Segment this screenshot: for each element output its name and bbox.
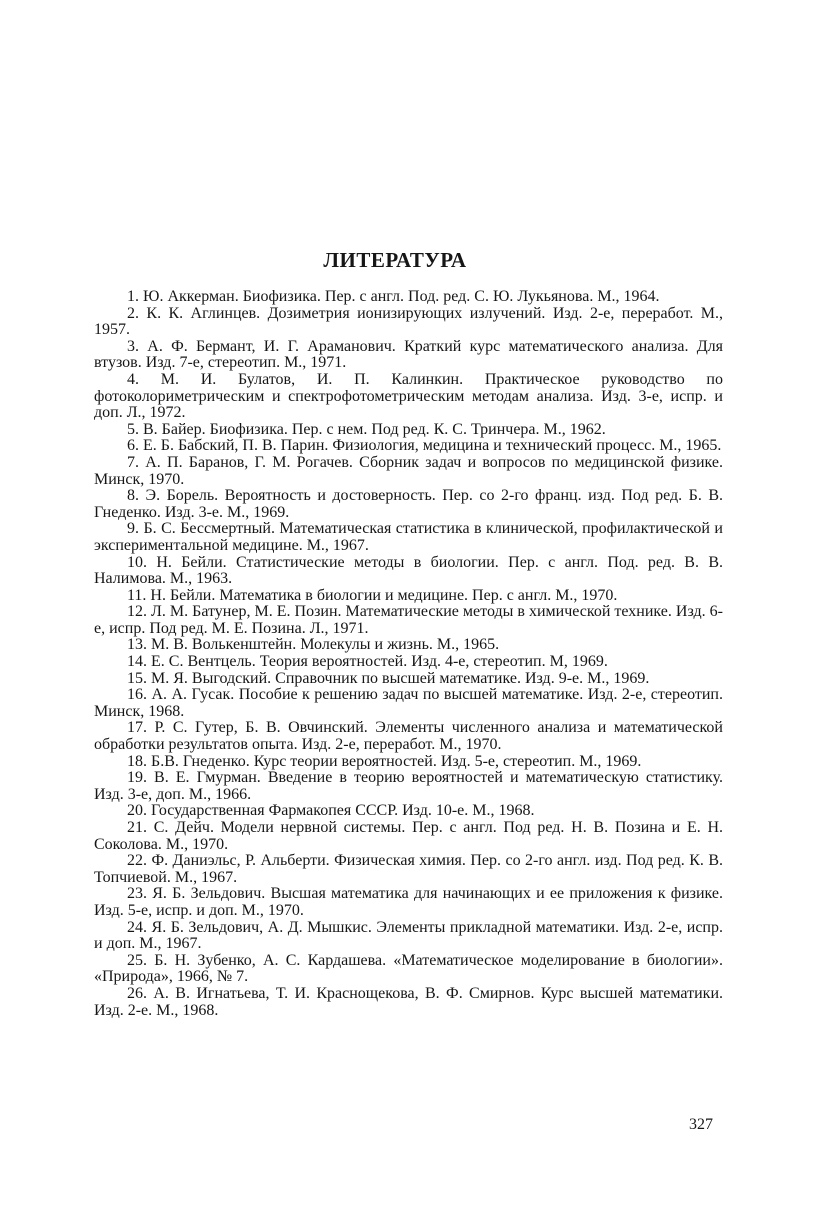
reference-item: 3. А. Ф. Бермант, И. Г. Араманович. Краткий курс математического анализа. Для втузов. Изд. 7-е, стереотип. М., 1971.: [94, 337, 723, 372]
reference-item: 8. Э. Борель. Вероятность и достоверность. Пер. со 2-го франц. изд. Под ред. Б. В. Гнеденко. Изд. 3-е. М., 1969.: [94, 487, 723, 521]
reference-item: 12. Л. М. Батунер, М. Е. Позин. Математические методы в химической технике. Изд. 6-е, испр. Под ред. М. Е. Позина. Л., 1971.: [94, 603, 723, 637]
reference-item: 15. М. Я. Выгодский. Справочник по высшей математике. Изд. 9-е. М., 1969.: [127, 669, 650, 687]
page-title: ЛИТЕРАТУРА: [323, 248, 467, 273]
reference-item: 2. К. К. Аглинцев. Дозиметрия ионизирующих излучений. Изд. 2-е, переработ. М., 1957.: [94, 304, 723, 339]
reference-item: 7. А. П. Баранов, Г. М. Рогачев. Сборник задач и вопросов по медицинской физике. Минск, 1970.: [94, 453, 723, 488]
reference-item: 23. Я. Б. Зельдович. Высшая математика для начинающих и ее приложения к физике. Изд. 5-е, испр. и доп. М., 1970.: [94, 885, 723, 919]
reference-item: 4. М. И. Булатов, И. П. Калинкин. Практическое руководство по фотоколориметрическим и спектрофотометрическим методам анализа. Изд. 3-е, испр. и доп. Л., 1972.: [94, 370, 723, 422]
reference-item: 6. Е. Б. Бабский, П. В. Парин. Физиология, медицина и технический процесс. М., 1965.: [127, 437, 722, 455]
reference-item: 14. Е. С. Вентцель. Теория вероятностей. Изд. 4-е, стереотип. М, 1969.: [127, 653, 608, 671]
reference-item: 22. Ф. Даниэльс, Р. Альберти. Физическая химия. Пер. со 2-го англ. изд. Под ред. К. В. Топчиевой. М., 1967.: [94, 852, 723, 886]
reference-item: 17. Р. С. Гутер, Б. В. Овчинский. Элементы численного анализа и математической обработки результатов опыта. Изд. 2-е, переработ. М., 1970.: [94, 719, 723, 754]
reference-item: 11. Н. Бейли. Математика в биологии и медицине. Пер. с англ. М., 1970.: [127, 586, 618, 604]
reference-item: 20. Государственная Фармакопея СССР. Изд. 10-е. М., 1968.: [127, 802, 535, 820]
reference-item: 9. Б. С. Бессмертный. Математическая статистика в клинической, профилактической и экспериментальной медицине. М., 1967.: [94, 520, 723, 554]
reference-item: 13. М. В. Волькенштейн. Молекулы и жизнь. М., 1965.: [127, 636, 500, 654]
reference-item: 16. А. А. Гусак. Пособие к решению задач по высшей математике. Изд. 2-е, стереотип. Минск, 1968.: [94, 686, 723, 720]
reference-item: 19. В. Е. Гмурман. Введение в теорию вероятностей и математическую статистику. Изд. 3-е, доп. М., 1966.: [94, 769, 723, 803]
reference-item: 10. Н. Бейли. Статистические методы в биологии. Пер. с англ. Под. ред. В. В. Налимова. М., 1963.: [94, 553, 723, 588]
page-number: 327: [689, 1116, 713, 1133]
reference-item: 21. С. Дейч. Модели нервной системы. Пер. с англ. Под ред. Н. В. Позина и Е. Н. Соколова. М., 1970.: [94, 819, 723, 853]
reference-item: 24. Я. Б. Зельдович, А. Д. Мышкис. Элементы прикладной математики. Изд. 2-е, испр. и доп. М., 1967.: [94, 918, 723, 953]
reference-item: 5. В. Байер. Биофизика. Пер. с нем. Под ред. К. С. Тринчера. М., 1962.: [127, 420, 606, 438]
reference-list: [94, 289, 723, 1019]
reference-item: 18. Б.В. Гнеденко. Курс теории вероятностей. Изд. 5-е, стереотип. М., 1969.: [127, 752, 642, 770]
reference-item: 1. Ю. Аккерман. Биофизика. Пер. с англ. Под. ред. С. Ю. Лукьянова. М., 1964.: [127, 288, 660, 305]
reference-item: 25. Б. Н. Зубенко, А. С. Кардашева. «Математическое моделирование в биологии». «Природа», 1966, № 7.: [94, 951, 723, 986]
reference-item: 26. А. В. Игнатьева, Т. И. Краснощекова, В. Ф. Смирнов. Курс высшей математики. Изд. 2-е. М., 1968.: [94, 984, 723, 1019]
